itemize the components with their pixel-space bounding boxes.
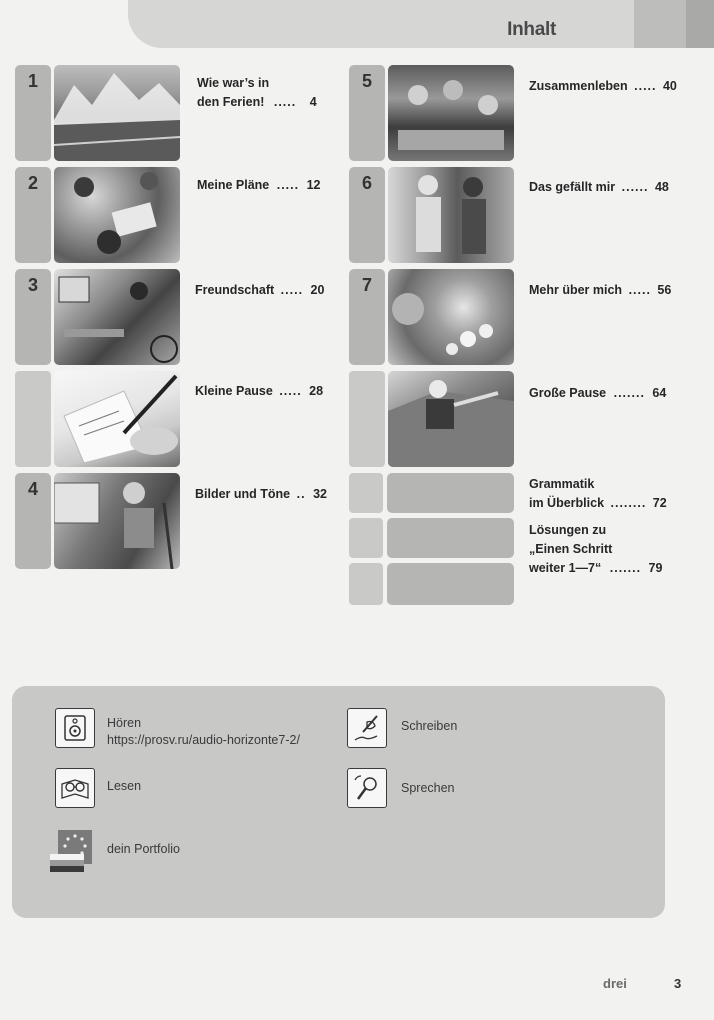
toc-page-number: 48 (654, 180, 669, 194)
toc-title-line: weiter 1—7“ (529, 561, 602, 575)
chapter-photo-writing-hand (54, 371, 180, 467)
toc-title-line: „Einen Schritt (529, 542, 613, 556)
speaker-icon (55, 708, 95, 748)
toc-title: Bilder und Töne (195, 487, 291, 501)
toc-page-number: 72 (652, 496, 667, 510)
chapter-tile-5 (349, 65, 385, 161)
chapter-tile-3 (15, 269, 51, 365)
toc-title-line: Grammatik (529, 477, 595, 491)
page-number-word: drei (603, 976, 627, 991)
toc-page-number: 56 (657, 283, 672, 297)
chapter-photo-climbing (388, 371, 514, 467)
toc-title-line: Lösungen zu (529, 523, 607, 537)
toc-title: Große Pause (529, 386, 607, 400)
toc-title-line: im Überblick (529, 496, 605, 510)
chapter-number: 4 (27, 479, 38, 499)
chapter-photo-flowers (388, 269, 514, 365)
toc-leader-dots: ...... (621, 180, 649, 194)
grammar-tile (349, 473, 383, 513)
toc-leader-dots: ..... (273, 95, 297, 109)
chapter-photo-shopping (388, 167, 514, 263)
toc-leader-dots: ..... (276, 178, 300, 192)
toc-entry-chapter-1[interactable] (197, 74, 317, 112)
chapter-photo-desk-computer (54, 473, 180, 569)
solutions-tile (349, 518, 383, 558)
chapter-number: 6 (361, 173, 372, 193)
legend-schreiben: Schreiben (401, 719, 458, 733)
toc-page-number: 28 (309, 384, 324, 398)
legend-label: Hören (107, 716, 142, 730)
legend-panel (12, 686, 665, 918)
legend-lesen: Lesen (107, 779, 142, 793)
toc-entry-kleine-pause[interactable] (195, 382, 323, 401)
chapter-photo-computer-room (54, 269, 180, 365)
chapter-tile-1 (15, 65, 51, 161)
chapter-number: 5 (361, 71, 372, 91)
toc-entry-chapter-5[interactable] (529, 77, 677, 96)
toc-entry-loesungen[interactable] (529, 521, 662, 578)
toc-title-line: den Ferien! (197, 95, 265, 109)
toc-page-number: 4 (309, 95, 317, 109)
chapter-number: 7 (361, 275, 372, 295)
audio-url-link[interactable]: https://prosv.ru/audio-horizonte7-2/ (107, 733, 300, 747)
toc-page-number: 64 (652, 386, 667, 400)
chapter-number: 1 (27, 71, 38, 91)
toc-entry-chapter-3[interactable] (195, 281, 324, 300)
chapter-number: 3 (27, 275, 38, 295)
solutions-block (387, 518, 514, 558)
toc-title: Freundschaft (195, 283, 275, 297)
chapter-tile-7 (349, 269, 385, 365)
toc-leader-dots: ........ (610, 496, 647, 510)
chapter-number: 2 (27, 173, 38, 193)
toc-leader-dots: ..... (279, 384, 302, 398)
toc-page-number: 32 (313, 487, 327, 501)
pause-tile (15, 371, 51, 467)
chapter-photo-mountains (54, 65, 180, 161)
chapter-tile-4 (15, 473, 51, 569)
solutions-tile (349, 563, 383, 605)
header-accent-block-dark (686, 0, 714, 48)
page-title: Inhalt (507, 19, 556, 40)
legend-sprechen: Sprechen (401, 781, 455, 795)
toc-entry-chapter-2[interactable] (197, 176, 321, 195)
pause-tile (349, 371, 385, 467)
toc-page-number: 12 (306, 178, 321, 192)
grammar-block (387, 473, 514, 513)
header-accent-block (634, 0, 686, 48)
toc-leader-dots: .. (296, 487, 306, 501)
legend-portfolio: dein Portfolio (107, 842, 180, 856)
toc-leader-dots: ....... (609, 561, 642, 575)
toc-page-number: 79 (648, 561, 663, 575)
toc-title-line: Wie war’s in (197, 76, 270, 90)
toc-title: Kleine Pause (195, 384, 273, 398)
toc-title: Zusammenleben (529, 79, 628, 93)
toc-entry-chapter-6[interactable] (529, 178, 669, 197)
toc-entry-chapter-7[interactable] (529, 281, 671, 300)
toc-entry-grammatik[interactable] (529, 475, 667, 513)
toc-title: Meine Pläne (197, 178, 270, 192)
legend-hoeren (107, 715, 300, 749)
eu-flag-portfolio-icon (48, 828, 94, 874)
chapter-tile-6 (349, 167, 385, 263)
solutions-block (387, 563, 514, 605)
header-bar (128, 0, 714, 48)
toc-leader-dots: ..... (628, 283, 651, 297)
toc-leader-dots: ..... (634, 79, 657, 93)
toc-page-number: 40 (662, 79, 677, 93)
chapter-photo-students (54, 167, 180, 263)
toc-leader-dots: ..... (280, 283, 304, 297)
toc-entry-chapter-4[interactable] (195, 485, 327, 504)
page-number: 3 (674, 976, 682, 991)
toc-title: Mehr über mich (529, 283, 623, 297)
glasses-book-icon (55, 768, 95, 808)
microphone-icon (347, 768, 387, 808)
hand-writing-icon (347, 708, 387, 748)
chapter-photo-family-table (388, 65, 514, 161)
chapter-tile-2 (15, 167, 51, 263)
toc-leader-dots: ....... (613, 386, 645, 400)
toc-title: Das gefällt mir (529, 180, 616, 194)
toc-page-number: 20 (310, 283, 325, 297)
toc-entry-grosse-pause[interactable] (529, 384, 666, 403)
